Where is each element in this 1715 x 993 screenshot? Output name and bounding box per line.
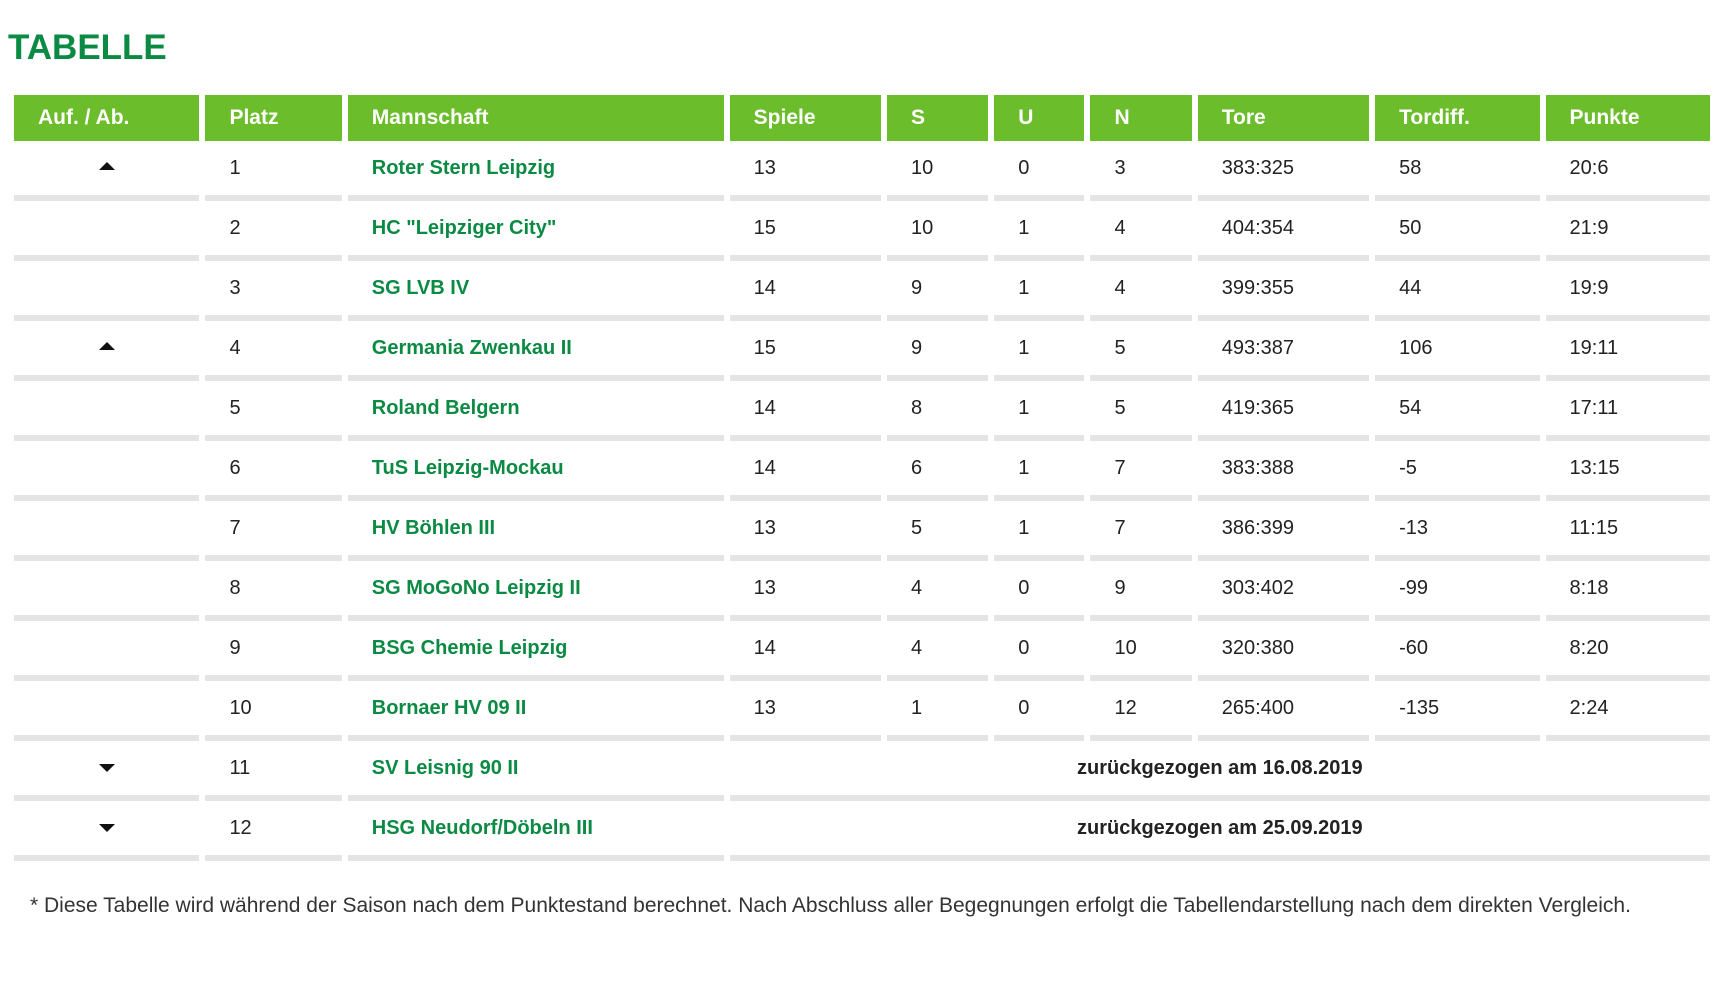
tore-cell: 383:325 bbox=[1198, 141, 1369, 201]
platz-cell: 9 bbox=[205, 621, 341, 681]
team-cell bbox=[348, 801, 724, 861]
table-row bbox=[14, 681, 1710, 741]
team-cell bbox=[348, 561, 724, 621]
punkte-cell: 19:11 bbox=[1546, 321, 1710, 381]
tordiff-cell: -5 bbox=[1375, 441, 1539, 501]
trend-cell bbox=[14, 621, 199, 681]
tore-cell: 303:402 bbox=[1198, 561, 1369, 621]
team-link[interactable]: HV Böhlen III bbox=[371, 516, 496, 539]
footnote: * Diese Tabelle wird während der Saison nach dem Punktestand berechnet. Nach Abschluss aller Begegnungen erfolgt die Tabellendarstellung nach dem direkten Vergleich. bbox=[30, 894, 1631, 917]
punkte-cell: 2:24 bbox=[1546, 681, 1710, 741]
niederlagen-cell: 9 bbox=[1090, 561, 1191, 621]
tore-cell: 399:355 bbox=[1198, 261, 1369, 321]
tordiff-cell: 54 bbox=[1375, 381, 1539, 441]
platz-cell: 10 bbox=[205, 681, 341, 741]
siege-cell: 4 bbox=[887, 621, 988, 681]
spiele-cell: 14 bbox=[730, 621, 881, 681]
tore-cell: 383:388 bbox=[1198, 441, 1369, 501]
punkte-cell: 17:11 bbox=[1546, 381, 1710, 441]
team-link[interactable]: HSG Neudorf/Döbeln III bbox=[371, 816, 593, 839]
page-title: TABELLE bbox=[8, 28, 167, 67]
table-row bbox=[14, 741, 1710, 801]
siege-cell: 10 bbox=[887, 141, 988, 201]
platz-cell: 5 bbox=[205, 381, 341, 441]
team-link[interactable]: HC "Leipziger City" bbox=[371, 216, 557, 239]
unentschieden-cell: 1 bbox=[994, 201, 1084, 261]
niederlagen-cell: 7 bbox=[1090, 501, 1191, 561]
punkte-cell: 8:20 bbox=[1546, 621, 1710, 681]
trend-cell bbox=[14, 801, 199, 861]
trend-cell bbox=[14, 561, 199, 621]
spiele-cell: 13 bbox=[730, 681, 881, 741]
siege-cell: 10 bbox=[887, 201, 988, 261]
punkte-cell: 11:15 bbox=[1546, 501, 1710, 561]
team-cell bbox=[348, 381, 724, 441]
column-header-tordiff: Tordiff. bbox=[1375, 95, 1539, 141]
siege-cell: 8 bbox=[887, 381, 988, 441]
tordiff-cell: -135 bbox=[1375, 681, 1539, 741]
platz-cell: 7 bbox=[205, 501, 341, 561]
siege-cell: 6 bbox=[887, 441, 988, 501]
punkte-cell: 19:9 bbox=[1546, 261, 1710, 321]
spiele-cell: 13 bbox=[730, 141, 881, 201]
standings-body bbox=[14, 141, 1710, 861]
table-row bbox=[14, 321, 1710, 381]
niederlagen-cell: 4 bbox=[1090, 261, 1191, 321]
siege-cell: 5 bbox=[887, 501, 988, 561]
table-row bbox=[14, 501, 1710, 561]
tordiff-cell: 58 bbox=[1375, 141, 1539, 201]
trend-cell bbox=[14, 741, 199, 801]
punkte-cell: 13:15 bbox=[1546, 441, 1710, 501]
niederlagen-cell: 5 bbox=[1090, 321, 1191, 381]
platz-cell: 2 bbox=[205, 201, 341, 261]
team-link[interactable]: SG LVB IV bbox=[371, 276, 470, 299]
team-link[interactable]: Roter Stern Leipzig bbox=[371, 156, 556, 179]
trend-cell bbox=[14, 681, 199, 741]
tore-cell: 320:380 bbox=[1198, 621, 1369, 681]
niederlagen-cell: 3 bbox=[1090, 141, 1191, 201]
table-row bbox=[14, 621, 1710, 681]
tordiff-cell: 50 bbox=[1375, 201, 1539, 261]
header-row bbox=[14, 95, 1710, 141]
siege-cell: 9 bbox=[887, 261, 988, 321]
column-header-u: U bbox=[994, 95, 1084, 141]
withdrawn-note: zurückgezogen am 16.08.2019 bbox=[730, 741, 1710, 801]
siege-cell: 1 bbox=[887, 681, 988, 741]
punkte-cell: 20:6 bbox=[1546, 141, 1710, 201]
platz-cell: 3 bbox=[205, 261, 341, 321]
niederlagen-cell: 5 bbox=[1090, 381, 1191, 441]
team-link[interactable]: Germania Zwenkau II bbox=[371, 336, 572, 359]
punkte-cell: 8:18 bbox=[1546, 561, 1710, 621]
trend-cell bbox=[14, 261, 199, 321]
team-cell bbox=[348, 321, 724, 381]
tordiff-cell: 106 bbox=[1375, 321, 1539, 381]
spiele-cell: 14 bbox=[730, 441, 881, 501]
arrow-down-icon bbox=[99, 764, 115, 772]
table-row bbox=[14, 801, 1710, 861]
spiele-cell: 14 bbox=[730, 261, 881, 321]
tore-cell: 265:400 bbox=[1198, 681, 1369, 741]
spiele-cell: 15 bbox=[730, 321, 881, 381]
niederlagen-cell: 10 bbox=[1090, 621, 1191, 681]
trend-cell bbox=[14, 141, 199, 201]
platz-cell: 12 bbox=[205, 801, 341, 861]
platz-cell: 4 bbox=[205, 321, 341, 381]
tordiff-cell: -99 bbox=[1375, 561, 1539, 621]
tore-cell: 419:365 bbox=[1198, 381, 1369, 441]
team-link[interactable]: TuS Leipzig-Mockau bbox=[371, 456, 564, 479]
unentschieden-cell: 1 bbox=[994, 381, 1084, 441]
spiele-cell: 13 bbox=[730, 501, 881, 561]
column-header-platz: Platz bbox=[205, 95, 341, 141]
spiele-cell: 13 bbox=[730, 561, 881, 621]
unentschieden-cell: 0 bbox=[994, 621, 1084, 681]
trend-cell bbox=[14, 201, 199, 261]
arrow-down-icon bbox=[99, 824, 115, 832]
unentschieden-cell: 1 bbox=[994, 501, 1084, 561]
unentschieden-cell: 1 bbox=[994, 261, 1084, 321]
platz-cell: 8 bbox=[205, 561, 341, 621]
column-header-n: N bbox=[1090, 95, 1191, 141]
unentschieden-cell: 0 bbox=[994, 141, 1084, 201]
team-cell bbox=[348, 141, 724, 201]
siege-cell: 9 bbox=[887, 321, 988, 381]
arrow-up-icon bbox=[99, 162, 115, 170]
column-header-trend: Auf. / Ab. bbox=[14, 95, 199, 141]
team-cell bbox=[348, 441, 724, 501]
team-cell bbox=[348, 201, 724, 261]
unentschieden-cell: 1 bbox=[994, 321, 1084, 381]
platz-cell: 1 bbox=[205, 141, 341, 201]
tordiff-cell: 44 bbox=[1375, 261, 1539, 321]
column-header-spiele: Spiele bbox=[730, 95, 881, 141]
withdrawn-note: zurückgezogen am 25.09.2019 bbox=[730, 801, 1710, 861]
team-link[interactable]: SV Leisnig 90 II bbox=[371, 756, 519, 779]
spiele-cell: 14 bbox=[730, 381, 881, 441]
table-row bbox=[14, 561, 1710, 621]
column-header-tore: Tore bbox=[1198, 95, 1369, 141]
tore-cell: 386:399 bbox=[1198, 501, 1369, 561]
team-link[interactable]: Roland Belgern bbox=[371, 396, 520, 419]
punkte-cell: 21:9 bbox=[1546, 201, 1710, 261]
unentschieden-cell: 0 bbox=[994, 561, 1084, 621]
trend-cell bbox=[14, 381, 199, 441]
team-cell bbox=[348, 501, 724, 561]
trend-cell bbox=[14, 321, 199, 381]
column-header-punkte: Punkte bbox=[1546, 95, 1710, 141]
arrow-up-icon bbox=[99, 342, 115, 350]
tore-cell: 493:387 bbox=[1198, 321, 1369, 381]
unentschieden-cell: 0 bbox=[994, 681, 1084, 741]
team-cell bbox=[348, 681, 724, 741]
table-row bbox=[14, 261, 1710, 321]
team-link[interactable]: BSG Chemie Leipzig bbox=[371, 636, 568, 659]
column-header-s: S bbox=[887, 95, 988, 141]
table-row bbox=[14, 381, 1710, 441]
standings-table bbox=[8, 95, 1715, 861]
platz-cell: 11 bbox=[205, 741, 341, 801]
team-link[interactable]: Bornaer HV 09 II bbox=[371, 696, 527, 719]
niederlagen-cell: 4 bbox=[1090, 201, 1191, 261]
team-cell bbox=[348, 621, 724, 681]
tordiff-cell: -13 bbox=[1375, 501, 1539, 561]
siege-cell: 4 bbox=[887, 561, 988, 621]
team-cell bbox=[348, 741, 724, 801]
table-row bbox=[14, 441, 1710, 501]
tordiff-cell: -60 bbox=[1375, 621, 1539, 681]
unentschieden-cell: 1 bbox=[994, 441, 1084, 501]
niederlagen-cell: 12 bbox=[1090, 681, 1191, 741]
team-link[interactable]: SG MoGoNo Leipzig II bbox=[371, 576, 581, 599]
trend-cell bbox=[14, 441, 199, 501]
trend-cell bbox=[14, 501, 199, 561]
table-row bbox=[14, 141, 1710, 201]
table-row bbox=[14, 201, 1710, 261]
column-header-mannschaft: Mannschaft bbox=[348, 95, 724, 141]
spiele-cell: 15 bbox=[730, 201, 881, 261]
platz-cell: 6 bbox=[205, 441, 341, 501]
tore-cell: 404:354 bbox=[1198, 201, 1369, 261]
niederlagen-cell: 7 bbox=[1090, 441, 1191, 501]
team-cell bbox=[348, 261, 724, 321]
